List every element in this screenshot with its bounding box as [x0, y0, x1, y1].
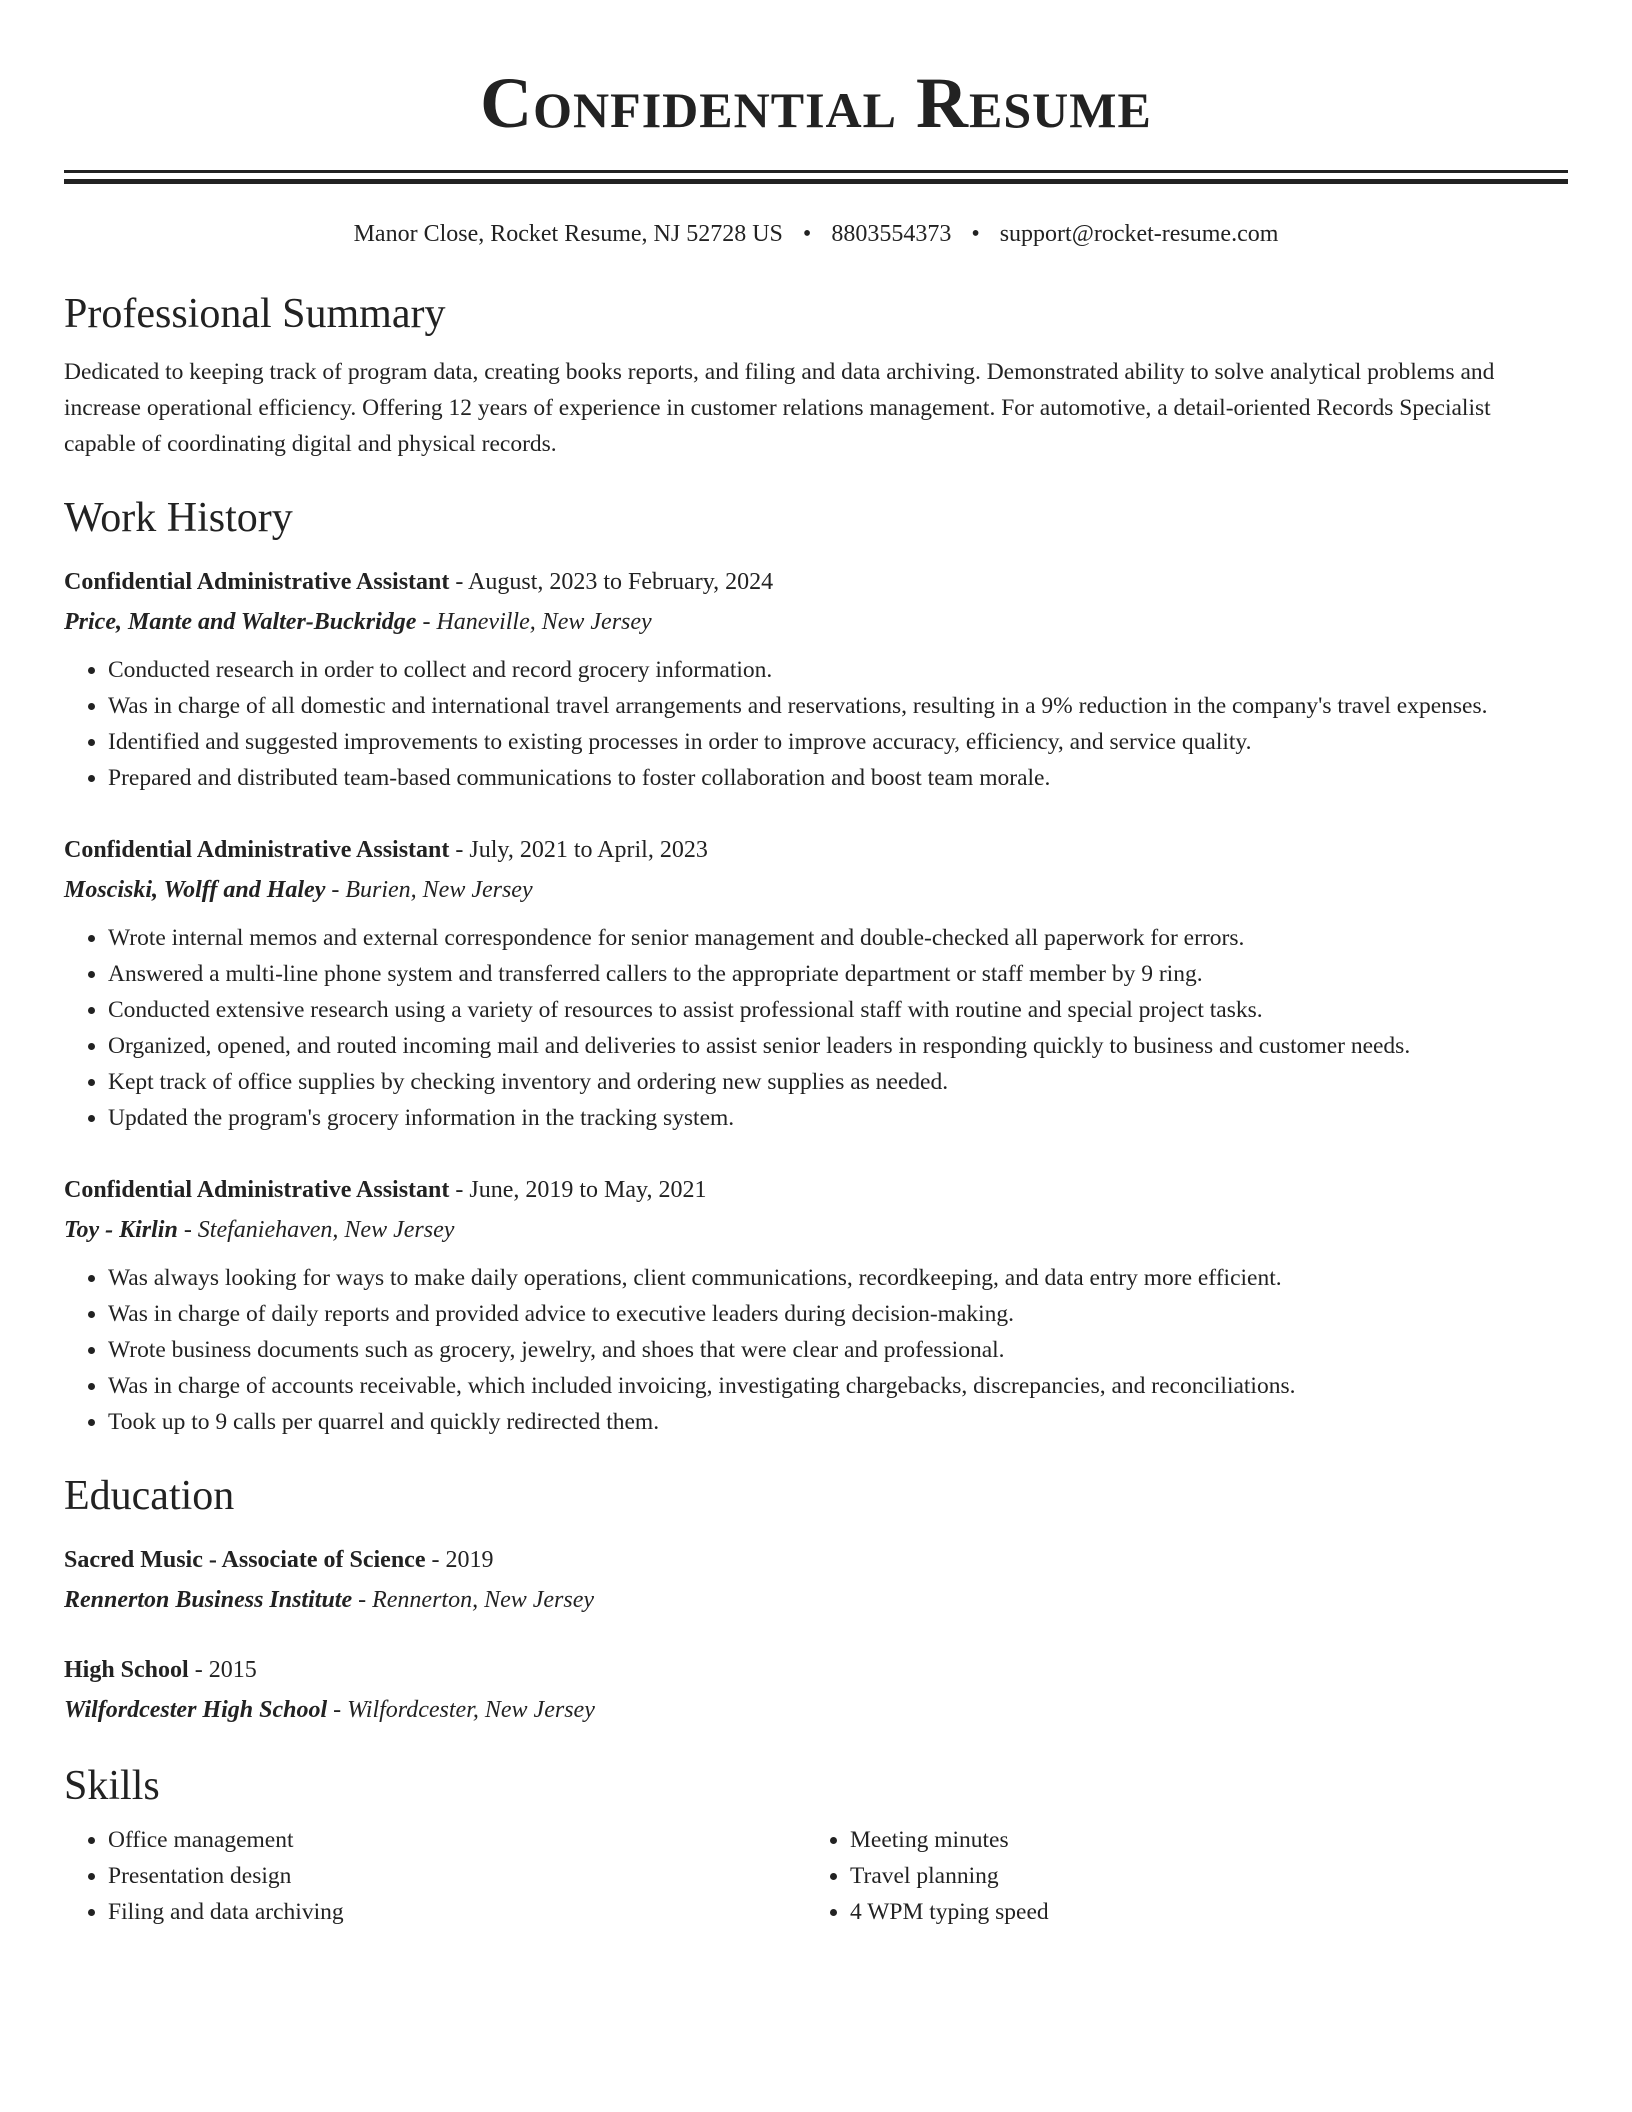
skill-item: • Filing and data archiving [108, 1894, 806, 1930]
list-item: • Organized, opened, and routed incoming mail and deliveries to assist senior leaders in responding quickly to business and customer needs. [108, 1028, 1568, 1064]
list-item: • Wrote business documents such as grocery, jewelry, and shoes that were clear and professional. [108, 1332, 1568, 1368]
education-school: Wilfordcester High School [64, 1697, 328, 1723]
job-dates: - August, 2023 to February, 2024 [449, 569, 774, 595]
header-rule-top [64, 170, 1568, 173]
contact-phone: 8803554373 [831, 221, 952, 247]
summary-text: Dedicated to keeping track of program data, creating books reports, and filing and data archiving. Demonstrated ability to solve analytical problems and increase operational efficiency. Offering 12 years of experience in customer relations management. For automotive, a detail-oriented Records Specialist capable of coordinating digital and physical records. [64, 359, 1495, 457]
list-item: • Answered a multi-line phone system and transferred callers to the appropriate department or staff member by 9 ring. [108, 956, 1568, 992]
education-degree-line [64, 1650, 1568, 1690]
job-title-line [64, 1170, 1568, 1210]
education-school-line [64, 1690, 1568, 1730]
job-employer-line [64, 602, 1568, 642]
job-role: Confidential Administrative Assistant [64, 1177, 450, 1203]
list-item: • Was in charge of all domestic and international travel arrangements and reservations, resulting in a 9% reduction in the company's travel expenses. [108, 688, 1568, 724]
list-item: • Was in charge of daily reports and provided advice to executive leaders during decision-making. [108, 1296, 1568, 1332]
job-role: Confidential Administrative Assistant [64, 569, 450, 595]
job-entry [64, 830, 1568, 1136]
job-employer: Price, Mante and Walter-Buckridge [64, 609, 417, 635]
skills-column-left [64, 1822, 806, 1930]
list-item: • Wrote internal memos and external correspondence for senior management and double-checked all paperwork for errors. [108, 920, 1568, 956]
job-employer-line [64, 1210, 1568, 1250]
skill-item: • Travel planning [850, 1858, 1548, 1894]
list-item: • Identified and suggested improvements to existing processes in order to improve accuracy, efficiency, and service quality. [108, 724, 1568, 760]
job-employer: Mosciski, Wolff and Haley [64, 877, 326, 903]
header-rule-bottom [64, 179, 1568, 184]
job-bullets [64, 652, 1568, 796]
education-degree: Sacred Music - Associate of Science [64, 1547, 426, 1573]
education-entry [64, 1540, 1568, 1620]
education-year: - 2019 [425, 1547, 494, 1573]
skills-list [64, 1822, 1568, 1930]
list-item: • Conducted extensive research using a variety of resources to assist professional staff with routine and special project tasks. [108, 992, 1568, 1028]
job-bullets [64, 920, 1568, 1136]
education-location: - Rennerton, New Jersey [352, 1587, 595, 1613]
list-item: • Was in charge of accounts receivable, which included invoicing, investigating chargebacks, discrepancies, and reconciliations. [108, 1368, 1568, 1404]
list-item: • Updated the program's grocery information in the tracking system. [108, 1100, 1568, 1136]
job-role: Confidential Administrative Assistant [64, 837, 450, 863]
education-school: Rennerton Business Institute [64, 1587, 353, 1613]
skills-heading: Skills [64, 1763, 160, 1809]
contact-separator: • [802, 221, 812, 247]
contact-email: support@rocket-resume.com [999, 221, 1279, 247]
job-dates: - June, 2019 to May, 2021 [449, 1177, 707, 1203]
education-entry [64, 1650, 1568, 1730]
job-dates: - July, 2021 to April, 2023 [449, 837, 708, 863]
resume-name: Confidential Resume [480, 63, 1152, 143]
summary-heading: Professional Summary [64, 291, 446, 337]
job-employer-line [64, 870, 1568, 910]
list-item: • Prepared and distributed team-based communications to foster collaboration and boost team morale. [108, 760, 1568, 796]
education-location: - Wilfordcester, New Jersey [327, 1697, 595, 1723]
job-title-line [64, 562, 1568, 602]
contact-separator: • [971, 221, 980, 247]
education-degree: High School [64, 1657, 189, 1683]
skill-item: • Office management [108, 1822, 806, 1858]
skill-item: • 4 WPM typing speed [850, 1894, 1548, 1930]
list-item: • Kept track of office supplies by checking inventory and ordering new supplies as needed. [108, 1064, 1568, 1100]
skill-item: • Meeting minutes [850, 1822, 1548, 1858]
list-item: • Conducted research in order to collect and record grocery information. [108, 652, 1568, 688]
skills-column-right [806, 1822, 1548, 1930]
skill-item: • Presentation design [108, 1858, 806, 1894]
education-year: - 2015 [188, 1657, 257, 1683]
education-heading: Education [64, 1473, 235, 1519]
list-item: • Took up to 9 calls per quarrel and quickly redirected them. [108, 1404, 1568, 1440]
contact-line [64, 218, 1568, 250]
education-degree-line [64, 1540, 1568, 1580]
education-school-line [64, 1580, 1568, 1620]
job-entry [64, 1170, 1568, 1440]
work-history-heading: Work History [64, 495, 293, 541]
job-location: - Burien, New Jersey [325, 877, 533, 903]
job-employer: Toy - Kirlin [64, 1217, 178, 1243]
job-title-line [64, 830, 1568, 870]
job-location: - Haneville, New Jersey [416, 609, 652, 635]
job-location: - Stefaniehaven, New Jersey [177, 1217, 455, 1243]
contact-address: Manor Close, Rocket Resume, NJ 52728 US [353, 221, 783, 247]
job-entry [64, 562, 1568, 796]
list-item: • Was always looking for ways to make daily operations, client communications, recordkeeping, and data entry more efficient. [108, 1260, 1568, 1296]
job-bullets [64, 1260, 1568, 1440]
